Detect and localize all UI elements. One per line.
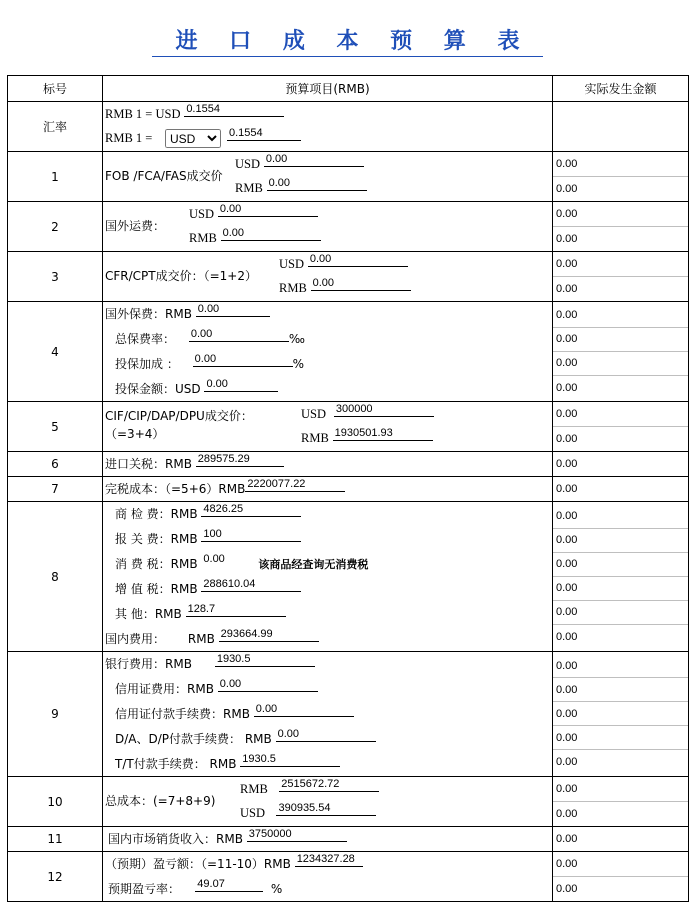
actual-value[interactable]: 0.00 — [556, 381, 578, 394]
table-row-3 — [8, 252, 689, 302]
row-no: 4 — [8, 302, 103, 402]
insured-amount-label: 投保金额：USD — [115, 382, 201, 396]
bank-fee-input[interactable]: 1930.5 — [215, 653, 315, 667]
da-dp-fee-input[interactable]: 0.00 — [276, 728, 376, 742]
rmb-label: RMB — [187, 632, 215, 646]
freight-usd-input[interactable]: 0.00 — [218, 203, 318, 217]
markup-label: 投保加成 ： — [115, 357, 179, 371]
row-no: 汇率 — [8, 102, 103, 152]
domestic-fee-input[interactable]: 293664.99 — [219, 628, 319, 642]
profit-rate-input[interactable]: 49.07 — [195, 878, 263, 892]
profit-rate-label: 预期盈亏率： — [108, 882, 181, 896]
actual-value[interactable]: 0.00 — [556, 232, 578, 245]
freight-label: 国外运费： — [105, 219, 166, 233]
rate-currency-input[interactable]: 0.1554 — [227, 127, 301, 141]
fob-usd-input[interactable]: 0.00 — [264, 153, 364, 167]
table-row-12 — [8, 852, 689, 902]
row-no: 2 — [8, 202, 103, 252]
actual-value[interactable]: 0.00 — [553, 601, 688, 625]
actual-cell-rate — [553, 102, 689, 152]
col-actual-header: 实际发生金额 — [553, 76, 689, 102]
duty-paid-cost-input[interactable]: 2220077.22 — [245, 478, 345, 492]
table-row-1 — [8, 152, 689, 202]
permille-unit: ‰ — [288, 332, 305, 346]
profit-loss-label: （预期）盈亏额：（=11-10）RMB — [105, 857, 291, 871]
row-no: 1 — [8, 152, 103, 202]
actual-value[interactable]: 0.00 — [556, 432, 578, 445]
consumption-tax-note: 该商品经查询无消费税 — [258, 558, 369, 571]
total-cost-label: 总成本：(=7+8+9) — [105, 794, 216, 808]
actual-value[interactable]: 0.00 — [553, 678, 688, 702]
actual-value[interactable]: 0.00 — [553, 654, 688, 678]
row-no: 7 — [8, 477, 103, 502]
table-row-11 — [8, 827, 689, 852]
actual-value[interactable]: 0.00 — [553, 153, 688, 177]
premium-rate-input[interactable]: 0.00 — [189, 328, 289, 342]
consumption-tax-label: 消 费 税：RMB — [115, 557, 198, 571]
customs-fee-label: 报 关 费：RMB — [115, 532, 198, 546]
cif-formula: （=3+4） — [105, 427, 165, 441]
other-fee-input[interactable]: 128.7 — [186, 603, 286, 617]
table-row-8 — [8, 502, 689, 652]
fob-rmb-input[interactable]: 0.00 — [267, 177, 367, 191]
table-row-4 — [8, 302, 689, 402]
total-cost-rmb-input[interactable]: 2515672.72 — [279, 778, 379, 792]
actual-value[interactable]: 0.00 — [553, 203, 688, 227]
rmb-label: RMB — [235, 181, 263, 195]
page-title: 进 口 成 本 预 算 表 — [0, 24, 695, 55]
actual-value[interactable]: 0.00 — [556, 630, 578, 643]
col-no-header: 标号 — [8, 76, 103, 102]
rmb-label: RMB — [189, 231, 217, 245]
actual-value[interactable]: 0.00 — [556, 483, 578, 495]
vat-label: 增 值 税：RMB — [115, 582, 198, 596]
actual-value[interactable]: 0.00 — [553, 328, 688, 352]
table-row-7 — [8, 477, 689, 502]
actual-value[interactable]: 0.00 — [553, 553, 688, 577]
actual-value[interactable]: 0.00 — [553, 505, 688, 529]
table-header — [8, 76, 689, 102]
tt-fee-input[interactable]: 1930.5 — [240, 753, 340, 767]
actual-value[interactable]: 0.00 — [553, 403, 688, 427]
actual-value[interactable]: 0.00 — [553, 853, 688, 877]
percent-unit: % — [270, 882, 283, 896]
actual-value[interactable]: 0.00 — [553, 726, 688, 750]
lc-fee-label: 信用证费用：RMB — [115, 682, 214, 696]
insurance-label: 国外保费：RMB — [105, 307, 192, 321]
other-fee-label: 其 他：RMB — [115, 607, 182, 621]
actual-value[interactable]: 0.00 — [553, 577, 688, 601]
actual-value[interactable]: 0.00 — [556, 807, 578, 820]
rmb-label: RMB — [301, 431, 329, 445]
cif-rmb-input[interactable]: 1930501.93 — [333, 427, 433, 441]
actual-value[interactable]: 0.00 — [556, 282, 578, 295]
cif-label: CIF/CIP/DAP/DPU成交价： — [105, 409, 253, 423]
import-duty-label: 进口关税：RMB — [105, 457, 192, 471]
cfr-rmb-input[interactable]: 0.00 — [311, 277, 411, 291]
import-duty-input[interactable]: 289575.29 — [196, 453, 284, 467]
tt-fee-label: T/T付款手续费： RMB — [115, 757, 237, 771]
usd-label: USD — [235, 157, 261, 171]
lc-payment-fee-label: 信用证付款手续费：RMB — [115, 707, 250, 721]
rmb-label: RMB — [240, 782, 268, 796]
row-no: 8 — [8, 502, 103, 652]
cfr-usd-input[interactable]: 0.00 — [308, 253, 408, 267]
lc-payment-fee-input[interactable]: 0.00 — [254, 703, 354, 717]
total-cost-usd-input[interactable]: 390935.54 — [276, 802, 376, 816]
table-row-5 — [8, 402, 689, 452]
domestic-sales-input[interactable]: 3750000 — [247, 828, 347, 842]
table-row-6 — [8, 452, 689, 477]
bank-fee-label: 银行费用：RMB — [105, 657, 192, 671]
customs-fee-input[interactable]: 100 — [201, 528, 301, 542]
actual-value[interactable]: 0.00 — [553, 529, 688, 553]
row-no: 10 — [8, 777, 103, 827]
rate-usd-input[interactable]: 0.1554 — [184, 103, 284, 117]
insurance-rmb-input[interactable]: 0.00 — [196, 303, 270, 317]
inspection-fee-label: 商 检 费：RMB — [115, 507, 198, 521]
actual-value[interactable]: 0.00 — [553, 778, 688, 802]
usd-label: USD — [301, 407, 327, 421]
usd-label: USD — [189, 207, 215, 221]
actual-value[interactable]: 0.00 — [556, 458, 578, 470]
percent-unit: % — [292, 357, 305, 371]
cif-usd-input[interactable]: 300000 — [334, 403, 434, 417]
da-dp-fee-label: D/A、D/P付款手续费： RMB — [115, 732, 272, 746]
row-no: 11 — [8, 827, 103, 852]
premium-rate-label: 总保费率： — [115, 332, 176, 346]
table-row-2 — [8, 202, 689, 252]
row-no: 12 — [8, 852, 103, 902]
table-row-9 — [8, 652, 689, 777]
rate-line1-label: RMB 1 = USD — [105, 107, 181, 121]
budget-table — [7, 75, 689, 902]
freight-rmb-input[interactable]: 0.00 — [221, 227, 321, 241]
markup-input[interactable]: 0.00 — [193, 353, 293, 367]
actual-value[interactable]: 0.00 — [556, 182, 578, 195]
rmb-label: RMB — [279, 281, 307, 295]
usd-label: USD — [279, 257, 305, 271]
row-no: 9 — [8, 652, 103, 777]
actual-value[interactable]: 0.00 — [556, 833, 578, 845]
row-no: 5 — [8, 402, 103, 452]
table-row-10 — [8, 777, 689, 827]
lc-fee-input[interactable]: 0.00 — [218, 678, 318, 692]
table-row-rate — [8, 102, 689, 152]
actual-value[interactable]: 0.00 — [553, 304, 688, 328]
vat-input[interactable]: 288610.04 — [201, 578, 301, 592]
inspection-fee-input[interactable]: 4826.25 — [201, 503, 301, 517]
col-item-header: 预算项目(RMB) — [103, 76, 553, 102]
actual-value[interactable]: 0.00 — [556, 882, 578, 895]
actual-value[interactable]: 0.00 — [553, 253, 688, 277]
fob-label: FOB /FCA/FAS成交价 — [105, 169, 223, 183]
currency-select[interactable] — [165, 129, 221, 148]
row-no: 3 — [8, 252, 103, 302]
consumption-tax-input[interactable]: 0.00 — [203, 553, 225, 565]
row-no: 6 — [8, 452, 103, 477]
actual-value[interactable]: 0.00 — [553, 352, 688, 376]
rate-line2-label: RMB 1 = — [105, 131, 153, 145]
domestic-sales-label: 国内市场销货收入：RMB — [108, 832, 243, 846]
insured-amount-input[interactable]: 0.00 — [204, 378, 278, 392]
actual-value[interactable]: 0.00 — [556, 756, 578, 768]
domestic-fee-label: 国内费用： — [105, 632, 166, 646]
profit-loss-input[interactable]: 1234327.28 — [295, 853, 363, 867]
cfr-label: CFR/CPT成交价：（=1+2） — [105, 269, 257, 283]
usd-label: USD — [240, 806, 266, 820]
duty-paid-cost-label: 完税成本：（=5+6）RMB — [105, 482, 246, 496]
actual-value[interactable]: 0.00 — [553, 702, 688, 726]
